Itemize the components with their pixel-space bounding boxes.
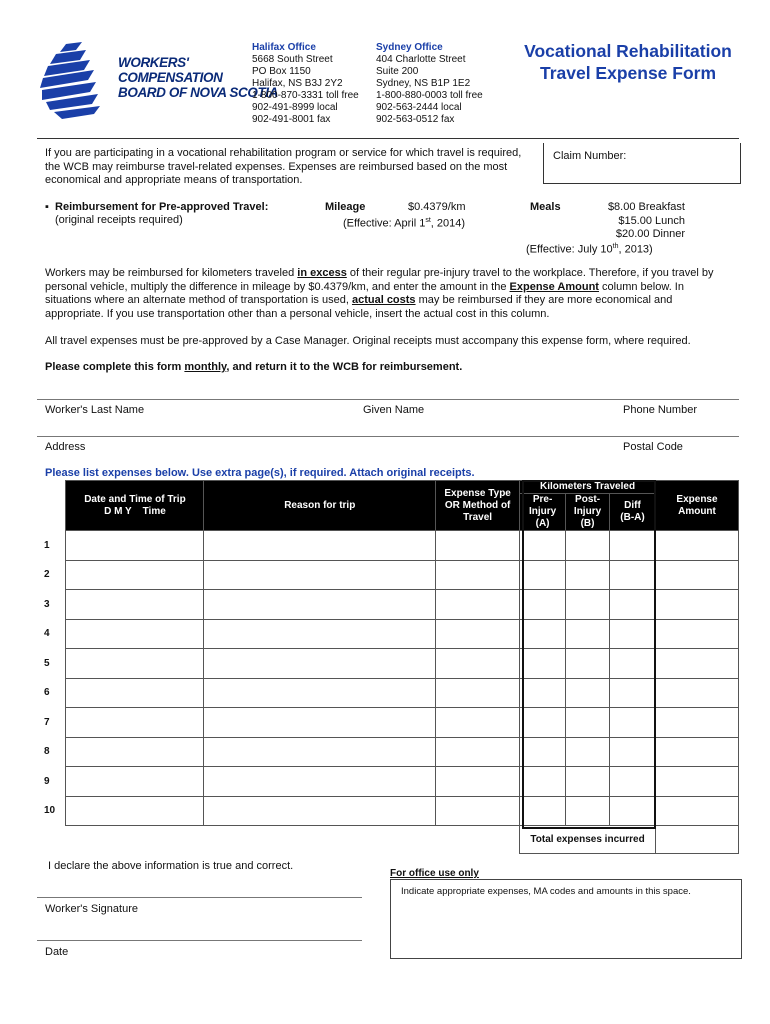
row-number: 3 <box>44 598 50 610</box>
logo-line-3: BOARD OF NOVA SCOTIA <box>118 85 279 100</box>
halifax-line: 1-800-870-3331 toll free <box>252 90 359 101</box>
expense-amount-cell[interactable] <box>655 796 738 826</box>
header-divider <box>37 138 739 139</box>
row-number: 1 <box>44 539 50 551</box>
sydney-line: Sydney, NS B1P 1E2 <box>376 78 471 89</box>
table-row <box>40 737 739 767</box>
reason-cell[interactable] <box>204 708 436 738</box>
pre-injury-cell[interactable] <box>520 796 566 826</box>
expense-amount-cell[interactable] <box>655 649 738 679</box>
table-row <box>40 619 739 649</box>
date-label: Date <box>45 946 69 958</box>
form-title <box>508 40 748 84</box>
row-number: 2 <box>44 569 50 581</box>
pre-injury-cell[interactable] <box>520 737 566 767</box>
row-number: 8 <box>44 746 50 758</box>
expense-amount-cell[interactable] <box>655 619 738 649</box>
diff-header: Diff (B-A) <box>610 494 656 531</box>
expense-type-cell[interactable] <box>436 560 520 590</box>
halifax-line: 5668 South Street <box>252 54 333 65</box>
diff-cell[interactable] <box>610 767 656 797</box>
km-traveled-header: Kilometers Traveled <box>520 481 656 494</box>
expense-type-cell[interactable] <box>436 619 520 649</box>
expense-type-cell[interactable] <box>436 649 520 679</box>
mileage-rate: $0.4379/km <box>408 201 466 213</box>
date-time-cell[interactable] <box>66 767 204 797</box>
reason-cell[interactable] <box>204 531 436 561</box>
date-time-cell[interactable] <box>66 737 204 767</box>
halifax-line: PO Box 1150 <box>252 66 311 77</box>
reimb-heading: ▪ Reimbursement for Pre-approved Travel: <box>45 201 269 213</box>
sydney-heading: Sydney Office <box>376 42 443 53</box>
post-injury-cell[interactable] <box>566 619 610 649</box>
mileage-label: Mileage <box>325 201 366 213</box>
given-name-label: Given Name <box>363 404 425 416</box>
expense-type-header: Expense Type OR Method of Travel <box>436 481 520 531</box>
date-line <box>37 940 362 941</box>
reason-cell[interactable] <box>204 678 436 708</box>
reason-cell[interactable] <box>204 590 436 620</box>
row-number: 10 <box>44 805 56 817</box>
post-injury-cell[interactable] <box>566 649 610 679</box>
office-use-box[interactable] <box>390 879 742 959</box>
pre-injury-header: Pre- Injury (A) <box>520 494 566 531</box>
expense-type-cell[interactable] <box>436 708 520 738</box>
diff-cell[interactable] <box>610 737 656 767</box>
pre-injury-cell[interactable] <box>520 649 566 679</box>
halifax-line: Halifax, NS B3J 2Y2 <box>252 78 343 89</box>
post-injury-cell[interactable] <box>566 796 610 826</box>
date-time-cell[interactable] <box>66 708 204 738</box>
field-rule-address <box>37 436 739 437</box>
date-time-header: Date and Time of Trip D M Y Time <box>66 481 204 531</box>
diff-cell[interactable] <box>610 531 656 561</box>
title-line-1: Vocational Rehabilitation <box>524 41 732 61</box>
expense-type-cell[interactable] <box>436 796 520 826</box>
office-use-text: Indicate appropriate expenses, MA codes and amounts in this space. <box>401 886 691 897</box>
pre-injury-cell[interactable] <box>520 678 566 708</box>
reason-cell[interactable] <box>204 649 436 679</box>
post-injury-cell[interactable] <box>566 560 610 590</box>
sydney-line: 902-563-0512 fax <box>376 114 455 125</box>
sydney-line: 404 Charlotte Street <box>376 54 466 65</box>
claim-number-label: Claim Number: <box>553 150 627 162</box>
table-row <box>40 767 739 797</box>
last-name-label: Worker's Last Name <box>45 404 145 416</box>
preapproval-paragraph: All travel expenses must be pre-approved by a Case Manager. Original receipts must accompany this expense form, where required. <box>45 335 691 347</box>
signature-line <box>37 897 362 898</box>
pre-injury-cell[interactable] <box>520 560 566 590</box>
meal-breakfast: $8.00 Breakfast <box>607 201 685 213</box>
expense-amount-header: Expense Amount <box>655 481 738 531</box>
diff-cell[interactable] <box>610 619 656 649</box>
expense-type-cell[interactable] <box>436 590 520 620</box>
pre-injury-cell[interactable] <box>520 708 566 738</box>
claim-number-box[interactable] <box>543 143 741 184</box>
halifax-line: 902-491-8001 fax <box>252 114 331 125</box>
reimb-note: (original receipts required) <box>55 214 183 226</box>
row-number: 6 <box>44 687 50 699</box>
table-row <box>40 678 739 708</box>
table-row <box>40 531 739 561</box>
signature-input[interactable] <box>37 878 362 897</box>
post-injury-cell[interactable] <box>566 767 610 797</box>
pre-injury-cell[interactable] <box>520 531 566 561</box>
wcb-logo-mark <box>40 42 116 122</box>
pre-injury-cell[interactable] <box>520 590 566 620</box>
pre-injury-cell[interactable] <box>520 619 566 649</box>
date-input[interactable] <box>37 921 362 940</box>
expense-type-cell[interactable] <box>436 767 520 797</box>
expense-amount-cell[interactable] <box>655 531 738 561</box>
expense-amount-cell[interactable] <box>655 708 738 738</box>
post-injury-cell[interactable] <box>566 737 610 767</box>
phone-label: Phone Number <box>623 404 697 416</box>
expense-type-cell[interactable] <box>436 678 520 708</box>
wcb-logo <box>40 42 279 122</box>
worker-info-input[interactable] <box>37 380 737 399</box>
office-use-heading: For office use only <box>390 868 479 879</box>
table-row <box>40 649 739 679</box>
row-number: 9 <box>44 775 50 787</box>
halifax-heading: Halifax Office <box>252 42 316 53</box>
post-injury-cell[interactable] <box>566 708 610 738</box>
meals-rates <box>560 201 685 242</box>
table-row <box>40 796 739 826</box>
post-injury-cell[interactable] <box>566 531 610 561</box>
diff-cell[interactable] <box>610 678 656 708</box>
total-expenses-label: Total expenses incurred <box>520 826 656 854</box>
reason-cell[interactable] <box>204 619 436 649</box>
date-time-cell[interactable] <box>66 560 204 590</box>
diff-cell[interactable] <box>610 708 656 738</box>
declaration-text: I declare the above information is true and correct. <box>48 860 294 872</box>
monthly-instruction: Please complete this form monthly, and return it to the WCB for reimbursement. <box>45 361 463 373</box>
address-label: Address <box>45 441 86 453</box>
post-injury-cell[interactable] <box>566 678 610 708</box>
reason-cell[interactable] <box>204 796 436 826</box>
expense-amount-cell[interactable] <box>655 590 738 620</box>
mileage-effective: (Effective: April 1st, 2014) <box>343 217 466 230</box>
table-row <box>40 560 739 590</box>
sydney-office <box>376 42 483 126</box>
meals-effective: (Effective: July 10th, 2013) <box>526 243 653 256</box>
reason-cell[interactable] <box>204 560 436 590</box>
expense-amount-cell[interactable] <box>655 560 738 590</box>
expense-amount-cell[interactable] <box>655 767 738 797</box>
post-injury-cell[interactable] <box>566 590 610 620</box>
halifax-office <box>252 42 359 126</box>
date-time-cell[interactable] <box>66 531 204 561</box>
expense-type-cell[interactable] <box>436 737 520 767</box>
meal-lunch: $15.00 Lunch <box>618 214 685 227</box>
date-time-cell[interactable] <box>66 619 204 649</box>
intro-text: If you are participating in a vocational rehabilitation program or service for which travel is required, the WCB may reimburse travel-related expenses. Expenses are reimbursed based on the most economical and appropriate means of transportation. <box>45 147 522 186</box>
date-time-cell[interactable] <box>66 796 204 826</box>
pre-injury-cell[interactable] <box>520 767 566 797</box>
reason-cell[interactable] <box>204 767 436 797</box>
expense-table <box>40 480 739 854</box>
signature-label: Worker's Signature <box>45 903 138 915</box>
date-time-cell[interactable] <box>66 590 204 620</box>
expense-type-cell[interactable] <box>436 531 520 561</box>
diff-cell[interactable] <box>610 590 656 620</box>
logo-line-1: WORKERS' <box>118 55 189 70</box>
date-time-cell[interactable] <box>66 649 204 679</box>
table-row <box>40 708 739 738</box>
row-number: 5 <box>44 657 50 669</box>
reason-cell[interactable] <box>204 737 436 767</box>
diff-cell[interactable] <box>610 560 656 590</box>
mileage-paragraph: Workers may be reimbursed for kilometers traveled in excess of their regular pre-injury travel to the workplace. Therefore, if you travel by personal vehicle, multiply the difference in mileage by $0.4379/km, and enter the amount in the Expense Amount column below. In situations where an alternate method of transportation is used, actual costs may be reimbursed if they are more economical and appropriate. If you use transportation other than a personal vehicle, insert the actual cost in this column. <box>45 267 714 320</box>
meal-dinner: $20.00 Dinner <box>615 228 685 240</box>
address-input[interactable] <box>37 418 737 436</box>
sydney-line: 902-563-2444 local <box>376 102 462 113</box>
row-number: 7 <box>44 716 50 728</box>
list-instructions: Please list expenses below. Use extra page(s), if required. Attach original receipts. <box>45 467 475 479</box>
table-row <box>40 590 739 620</box>
total-expenses-input[interactable] <box>655 826 738 854</box>
diff-cell[interactable] <box>610 649 656 679</box>
sydney-line: 1-800-880-0003 toll free <box>376 90 483 101</box>
title-line-2: Travel Expense Form <box>539 63 717 83</box>
meals-label: Meals <box>530 201 561 213</box>
sydney-line: Suite 200 <box>376 66 419 77</box>
reason-header: Reason for trip <box>204 481 436 531</box>
expense-amount-cell[interactable] <box>655 678 738 708</box>
expense-amount-cell[interactable] <box>655 737 738 767</box>
date-time-cell[interactable] <box>66 678 204 708</box>
diff-cell[interactable] <box>610 796 656 826</box>
field-rule-top <box>37 399 739 400</box>
postal-code-label: Postal Code <box>623 441 683 453</box>
halifax-line: 902-491-8999 local <box>252 102 338 113</box>
row-number: 4 <box>44 628 50 640</box>
logo-line-2: COMPENSATION <box>118 70 223 85</box>
post-injury-header: Post- Injury (B) <box>566 494 610 531</box>
